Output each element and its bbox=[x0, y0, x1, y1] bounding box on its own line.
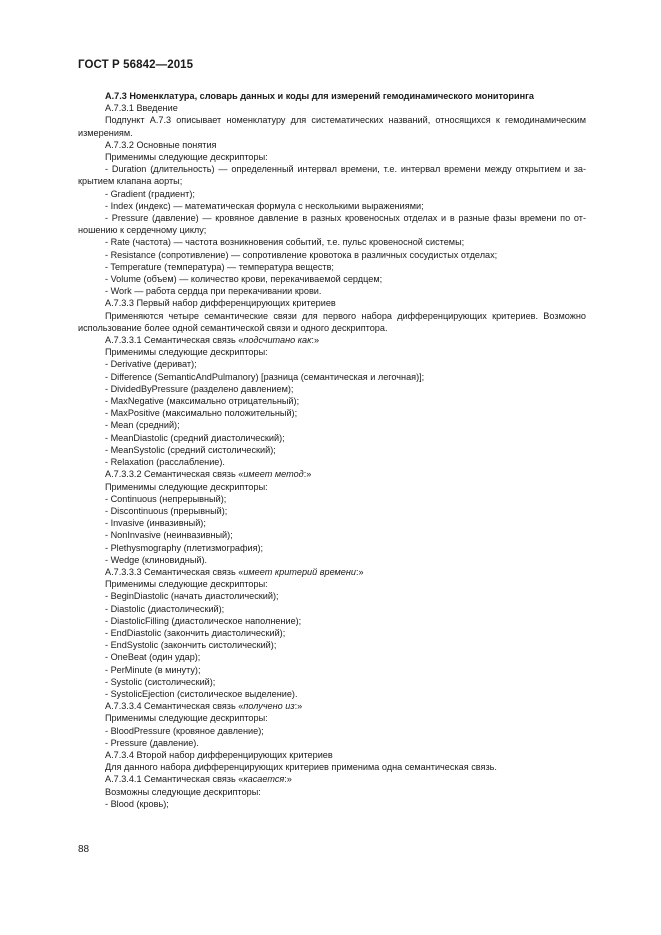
text-line-content: - OneBeat (один удар); bbox=[105, 652, 201, 663]
text-line-content: - Systolic (систолический); bbox=[105, 676, 216, 687]
text-line-content: - Invasive (инвазивный); bbox=[105, 518, 206, 529]
text-line bbox=[78, 90, 586, 102]
text-line bbox=[78, 578, 586, 590]
text-line-content: - PerMinute (в минуту); bbox=[105, 664, 201, 675]
text-line-content: А.7.3.2 Основные понятия bbox=[105, 139, 217, 150]
text-line-content: А.7.3.3.3 Семантическая связь « bbox=[105, 566, 244, 577]
text-line-content: А.7.3.3.4 Семантическая связь « bbox=[105, 701, 244, 712]
text-line bbox=[78, 712, 586, 724]
semantic-relation-name: имеет метод bbox=[243, 469, 304, 480]
text-line bbox=[78, 725, 586, 737]
text-line bbox=[78, 517, 586, 529]
text-line-content: - BloodPressure (кровяное давление); bbox=[105, 725, 264, 736]
text-line bbox=[78, 285, 586, 297]
text-line-content: - Relaxation (расслабление). bbox=[105, 457, 225, 468]
text-line-content: А.7.3.4 Второй набор дифференцирующих критериев bbox=[105, 749, 333, 760]
text-line-content: крытием клапана аорты; bbox=[78, 176, 183, 187]
text-line-content: измерениям. bbox=[78, 127, 133, 138]
text-line-content: - Duration (длительность) — определенный интервал времени, т.е. интервал времени между открытием и за- bbox=[105, 164, 586, 175]
text-line bbox=[78, 358, 586, 370]
text-line-content: - Gradient (градиент); bbox=[105, 188, 195, 199]
text-line bbox=[78, 273, 586, 285]
text-line bbox=[78, 346, 586, 358]
text-line-suffix: :» bbox=[284, 774, 292, 785]
text-line bbox=[78, 322, 586, 334]
text-line-content: - MeanDiastolic (средний диастолический); bbox=[105, 432, 285, 443]
text-line bbox=[78, 200, 586, 212]
text-line bbox=[78, 798, 586, 810]
text-line-content: - MaxNegative (максимально отрицательный); bbox=[105, 396, 300, 407]
text-line bbox=[78, 395, 586, 407]
text-line bbox=[78, 688, 586, 700]
text-line bbox=[78, 737, 586, 749]
text-line bbox=[78, 773, 586, 785]
text-line bbox=[78, 297, 586, 309]
text-line bbox=[78, 615, 586, 627]
text-line-content: - Index (индекс) — математическая формула с несколькими выражениями; bbox=[105, 200, 424, 211]
text-line-content: - Continuous (непрерывный); bbox=[105, 493, 227, 504]
page-number: 88 bbox=[78, 844, 90, 855]
text-line bbox=[78, 114, 586, 126]
text-line bbox=[78, 249, 586, 261]
text-line bbox=[78, 481, 586, 493]
text-line bbox=[78, 505, 586, 517]
text-line bbox=[78, 261, 586, 273]
document-header: ГОСТ Р 56842—2015 bbox=[78, 59, 194, 71]
text-line bbox=[78, 529, 586, 541]
text-line bbox=[78, 456, 586, 468]
semantic-relation-name: получено из bbox=[243, 701, 295, 712]
text-line-content: Применяются четыре семантические связи для первого набора дифференцирующих критериев. Возможно bbox=[105, 310, 586, 321]
text-line-content: А.7.3.3.1 Семантическая связь « bbox=[105, 335, 244, 346]
text-line-content: - BeginDiastolic (начать диастолический); bbox=[105, 591, 279, 602]
text-line-content: - Difference (SemanticAndPulmanory) [разница (семантическая и легочная)]; bbox=[105, 371, 425, 382]
text-line-content: - Derivative (дериват); bbox=[105, 359, 197, 370]
text-line bbox=[78, 419, 586, 431]
text-line bbox=[78, 664, 586, 676]
text-line-content: А.7.3.4.1 Семантическая связь « bbox=[105, 774, 244, 785]
text-line-suffix: :» bbox=[294, 701, 303, 712]
text-line-content: - SystolicEjection (систолическое выделение). bbox=[105, 688, 298, 699]
text-line-content: Применимы следующие дескрипторы: bbox=[105, 579, 268, 590]
text-line-content: - Plethysmography (плетизмография); bbox=[105, 542, 264, 553]
text-line-content: Подпункт А.7.3 описывает номенклатуру для систематических названий, относящихся к гемодинамическим bbox=[105, 115, 586, 126]
text-line bbox=[78, 236, 586, 248]
text-line bbox=[78, 212, 586, 224]
text-line bbox=[78, 151, 586, 163]
text-line bbox=[78, 786, 586, 798]
text-line bbox=[78, 139, 586, 151]
text-line bbox=[78, 444, 586, 456]
text-line-content: Для данного набора дифференцирующих критериев применима одна семантическая связь. bbox=[105, 762, 497, 773]
text-line bbox=[78, 163, 586, 175]
text-line bbox=[78, 590, 586, 602]
text-line-content: - Wedge (клиновидный). bbox=[105, 554, 208, 565]
text-line bbox=[78, 127, 586, 139]
text-line bbox=[78, 432, 586, 444]
text-line bbox=[78, 493, 586, 505]
text-line-content: Применимы следующие дескрипторы: bbox=[105, 152, 268, 163]
text-line-content: - Rate (частота) — частота возникновения событий, т.е. пульс кровеносной системы; bbox=[105, 237, 465, 248]
text-line bbox=[78, 371, 586, 383]
text-line-content: Применимы следующие дескрипторы: bbox=[105, 347, 268, 358]
semantic-relation-name: касается bbox=[243, 774, 285, 785]
text-line-content: - Mean (средний); bbox=[105, 420, 180, 431]
text-line bbox=[78, 468, 586, 480]
text-line bbox=[78, 651, 586, 663]
text-line-content: Применимы следующие дескрипторы: bbox=[105, 713, 268, 724]
text-line bbox=[78, 700, 586, 712]
text-line-content: - Volume (объем) — количество крови, перекачиваемой сердцем; bbox=[105, 274, 383, 285]
text-line-content: А.7.3 Номенклатура, словарь данных и коды для измерений гемодинамического мониторинга bbox=[105, 91, 534, 101]
text-line-content: - EndSystolic (закончить систолический); bbox=[105, 640, 277, 651]
text-line bbox=[78, 188, 586, 200]
text-line bbox=[78, 676, 586, 688]
text-line-content: - Discontinuous (прерывный); bbox=[105, 505, 228, 516]
text-line bbox=[78, 102, 586, 114]
text-line-content: - EndDiastolic (закончить диастолический); bbox=[105, 627, 286, 638]
text-line-content: А.7.3.3.2 Семантическая связь « bbox=[105, 469, 244, 480]
text-line-content: ношению к сердечному циклу; bbox=[78, 225, 207, 236]
text-line-content: - DividedByPressure (разделено давлением); bbox=[105, 383, 294, 394]
text-line-content: А.7.3.1 Введение bbox=[105, 103, 178, 114]
text-line bbox=[78, 639, 586, 651]
text-line-suffix: :» bbox=[355, 566, 364, 577]
text-line-suffix: :» bbox=[311, 335, 320, 346]
text-line-content: - DiastolicFilling (диастолическое наполнение); bbox=[105, 615, 302, 626]
semantic-relation-name: подсчитано как bbox=[243, 335, 312, 346]
text-line bbox=[78, 761, 586, 773]
document-body bbox=[78, 90, 586, 810]
text-line-content: - MaxPositive (максимально положительный); bbox=[105, 408, 298, 419]
text-line-suffix: :» bbox=[303, 469, 312, 480]
text-line bbox=[78, 383, 586, 395]
text-line bbox=[78, 627, 586, 639]
text-line-content: - Pressure (давление). bbox=[105, 737, 199, 748]
text-line-content: Применимы следующие дескрипторы: bbox=[105, 481, 268, 492]
text-line-content: использование более одной семантической связи и одного дескриптора. bbox=[78, 322, 388, 333]
text-line-content: - Pressure (давление) — кровяное давление в разных кровеносных отделах и в разные фазы времени по от- bbox=[105, 213, 586, 224]
text-line-content: Возможны следующие дескрипторы: bbox=[105, 786, 261, 797]
text-line-content: - Work — работа сердца при перекачивании крови. bbox=[105, 286, 322, 297]
semantic-relation-name: имеет критерий времени bbox=[243, 566, 356, 577]
text-line-content: - NonInvasive (неинвазивный); bbox=[105, 530, 233, 541]
text-line-content: - MeanSystolic (средний систолический); bbox=[105, 444, 276, 455]
text-line-content: - Temperature (температура) — температура веществ; bbox=[105, 261, 334, 272]
text-line bbox=[78, 334, 586, 346]
text-line bbox=[78, 224, 586, 236]
text-line-content: - Diastolic (диастолический); bbox=[105, 603, 225, 614]
text-line bbox=[78, 749, 586, 761]
text-line bbox=[78, 310, 586, 322]
text-line bbox=[78, 407, 586, 419]
text-line bbox=[78, 175, 586, 187]
text-line bbox=[78, 566, 586, 578]
text-line bbox=[78, 542, 586, 554]
text-line-content: А.7.3.3 Первый набор дифференцирующих критериев bbox=[105, 298, 336, 309]
text-line-content: - Blood (кровь); bbox=[105, 798, 169, 809]
text-line-content: - Resistance (сопротивление) — сопротивление кровотока в различных сосудистых отделах; bbox=[105, 249, 498, 260]
text-line bbox=[78, 603, 586, 615]
text-line bbox=[78, 554, 586, 566]
